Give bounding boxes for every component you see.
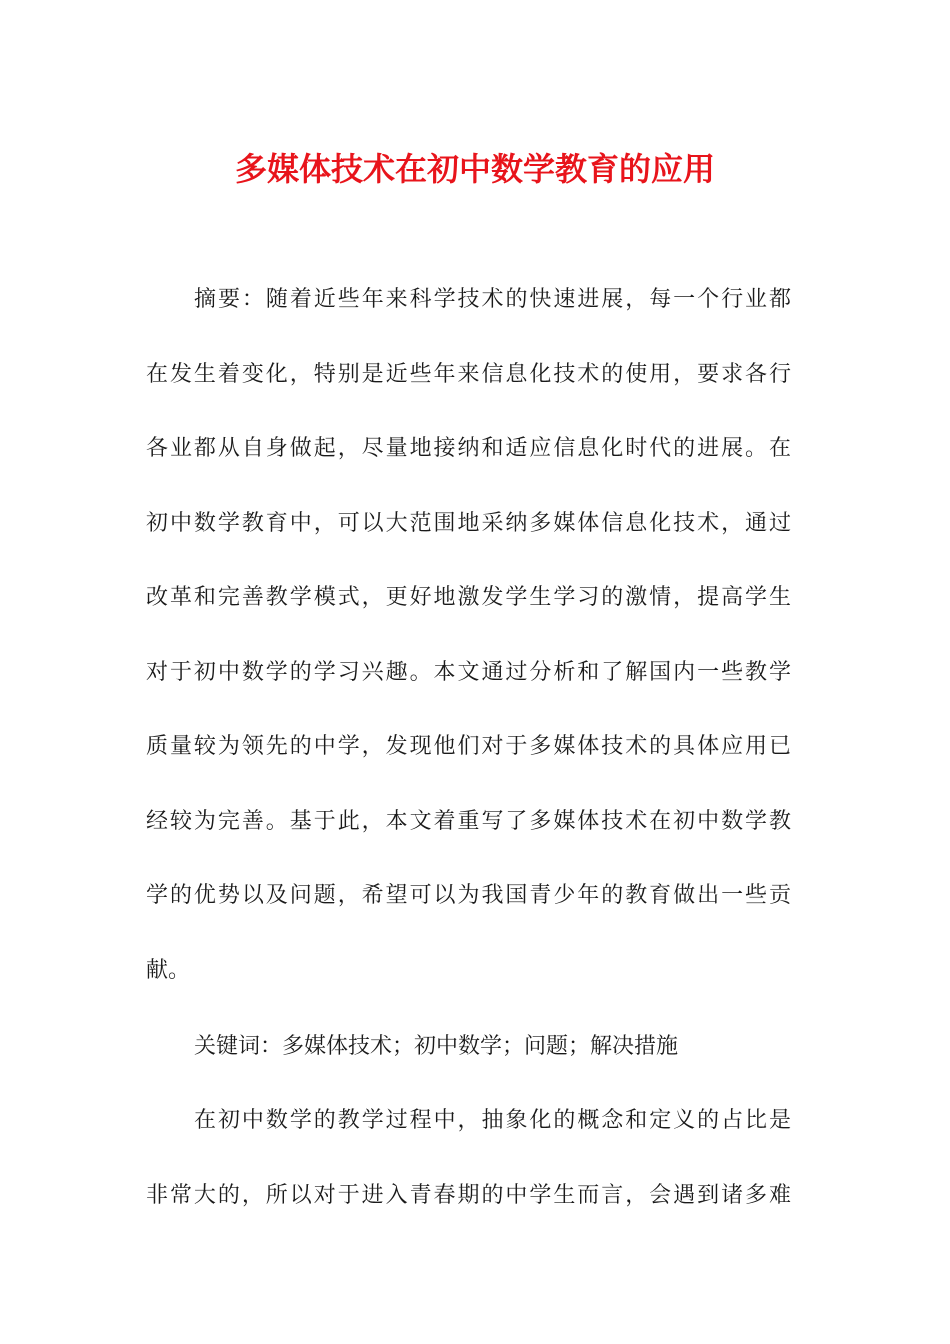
document-title: 多媒体技术在初中数学教育的应用 (234, 150, 715, 188)
abstract-line: 对于初中数学的学习兴趣。本文通过分析和了解国内一些教学 (146, 659, 791, 685)
abstract-paragraph (146, 263, 791, 1008)
abstract-line: 改革和完善教学模式，更好地激发学生学习的激情，提高学生 (146, 585, 791, 610)
abstract-line: 在发生着变化，特别是近些年来信息化技术的使用，要求各行 (146, 361, 791, 387)
body-line: 非常大的，所以对于进入青春期的中学生而言，会遇到诸多难 (146, 1182, 791, 1208)
abstract-line: 各业都从自身做起，尽量地接纳和适应信息化时代的进展。在 (146, 436, 791, 461)
body-paragraph (146, 1084, 791, 1233)
abstract-line: 经较为完善。基于此，本文着重写了多媒体技术在初中数学教 (146, 808, 791, 834)
keywords-paragraph (146, 1010, 791, 1085)
abstract-line: 质量较为领先的中学，发现他们对于多媒体技术的具体应用已 (146, 734, 791, 759)
abstract-line: 摘要：随着近些年来科学技术的快速进展，每一个行业都 (194, 287, 791, 312)
abstract-line: 献。 (146, 957, 191, 983)
abstract-line: 学的优势以及问题，希望可以为我国青少年的教育做出一些贡 (146, 883, 791, 908)
abstract-line: 初中数学教育中，可以大范围地采纳多媒体信息化技术，通过 (146, 510, 791, 536)
body-line: 在初中数学的教学过程中，抽象化的概念和定义的占比是 (194, 1108, 791, 1133)
keywords-line: 关键词：多媒体技术；初中数学；问题；解决措施 (194, 1034, 679, 1059)
